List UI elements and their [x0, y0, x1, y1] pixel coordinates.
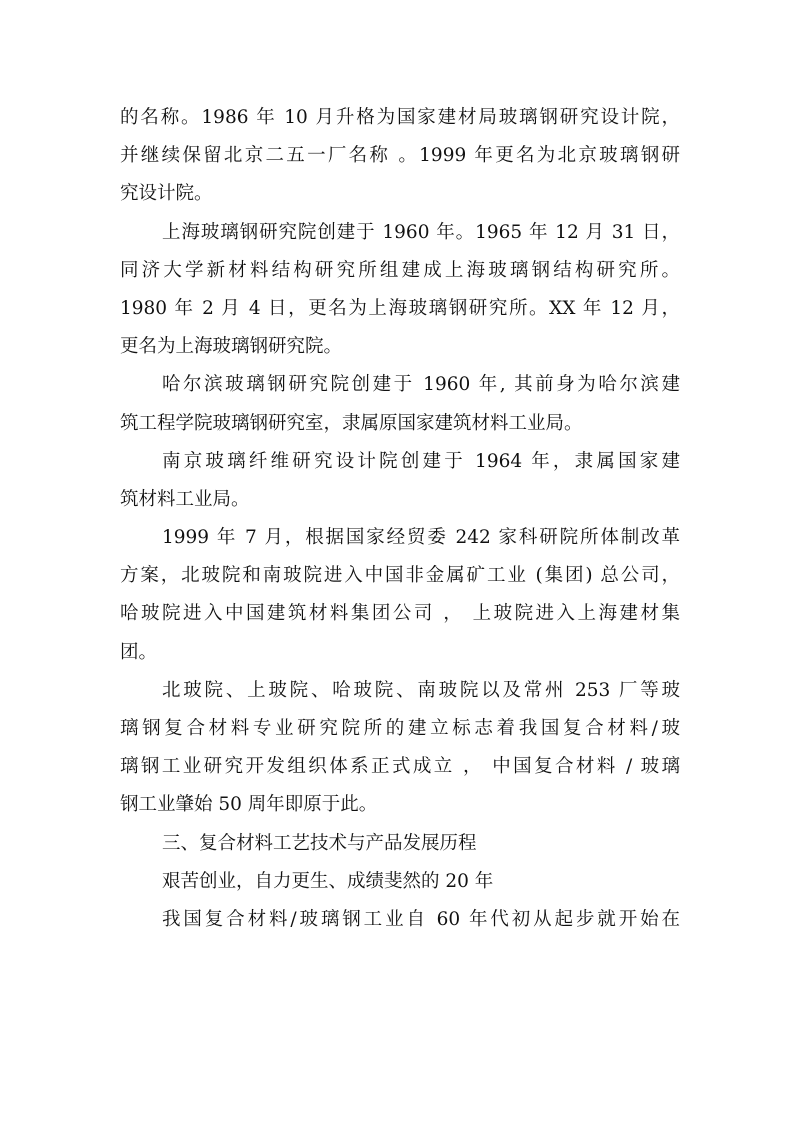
- subsection-heading: 艰苦创业，自力更生、成绩斐然的 20 年: [162, 870, 494, 892]
- text-line: 璃钢复合材料专业研究院所的建立标志着我国复合材料/玻: [120, 718, 680, 739]
- text-line: 钢工业肇始 50 周年即原于此。: [120, 794, 378, 816]
- text-line: 并继续保留北京二五一厂名称 。1999 年更名为北京玻璃钢研: [120, 145, 680, 167]
- text-line: 南京玻璃纤维研究设计院创建于 1964 年，隶属国家建: [162, 450, 680, 472]
- text-line: 上海玻璃钢研究院创建于 1960 年。1965 年 12 月 31 日，: [162, 221, 680, 243]
- text-line: 团。: [120, 641, 158, 663]
- text-line: 哈尔滨玻璃钢研究院创建于 1960 年, 其前身为哈尔滨建: [162, 374, 680, 396]
- text-line: 同济大学新材料结构研究所组建成上海玻璃钢结构研究所。: [120, 259, 680, 281]
- text-line: 北玻院、上玻院、哈玻院、南玻院以及常州 253 厂等玻: [162, 679, 680, 701]
- text-line: 1999 年 7 月，根据国家经贸委 242 家科研院所体制改革: [162, 527, 680, 549]
- text-line: 1980 年 2 月 4 日，更名为上海玻璃钢研究所。XX 年 12 月，: [120, 297, 680, 319]
- text-line: 筑材料工业局。: [120, 488, 250, 510]
- text-line: 筑工程学院玻璃钢研究室，隶属原国家建筑材料工业局。: [120, 412, 583, 434]
- text-line: 的名称。1986 年 10 月升格为国家建材局玻璃钢研究设计院，: [120, 107, 680, 128]
- text-line: 我国复合材料/玻璃钢工业自 60 年代初从起步就开始在: [162, 908, 680, 930]
- text-line: 哈玻院进入中国建筑材料集团公司 ， 上玻院进入上海建材集: [120, 603, 680, 625]
- text-line: 更名为上海玻璃钢研究院。: [120, 336, 343, 358]
- text-line: 究设计院。: [120, 183, 213, 205]
- document-body: [120, 99, 680, 939]
- section-heading: 三、复合材料工艺技术与产品发展历程: [162, 832, 477, 854]
- text-line: 璃钢工业研究开发组织体系正式成立 ， 中国复合材料 / 玻璃: [120, 756, 680, 778]
- text-line: 方案，北玻院和南玻院进入中国非金属矿工业 (集团) 总公司，: [120, 565, 680, 587]
